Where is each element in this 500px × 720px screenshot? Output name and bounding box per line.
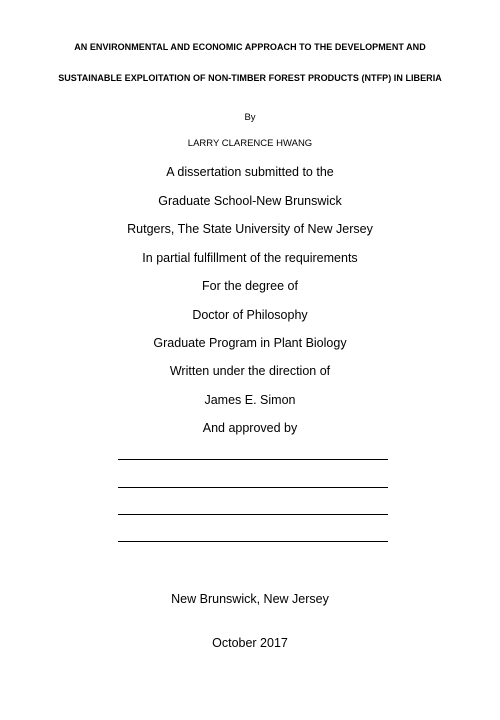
signature-line [118, 541, 388, 542]
statement-line: For the degree of [202, 279, 298, 293]
signature-line [118, 487, 388, 488]
program-name: Graduate Program in Plant Biology [153, 336, 347, 350]
signature-line [118, 459, 388, 460]
date: October 2017 [212, 636, 288, 650]
degree-name: Doctor of Philosophy [192, 308, 308, 322]
advisor-name: James E. Simon [204, 393, 296, 407]
by-label: By [244, 112, 256, 123]
statement-line: And approved by [202, 421, 298, 435]
statement-line: In partial fulfillment of the requirements [142, 251, 358, 265]
author-name: LARRY CLARENCE HWANG [187, 138, 313, 149]
statement-line: A dissertation submitted to the [166, 165, 334, 179]
statement-line: Graduate School-New Brunswick [158, 194, 342, 208]
statement-line: Rutgers, The State University of New Jersey [127, 222, 373, 236]
location: New Brunswick, New Jersey [171, 592, 329, 606]
title-line-1: AN ENVIRONMENTAL AND ECONOMIC APPROACH TO THE DEVELOPMENT AND [74, 42, 426, 52]
signature-line [118, 514, 388, 515]
title-line-2: SUSTAINABLE EXPLOITATION OF NON-TIMBER FOREST PRODUCTS (NTFP) IN LIBERIA [58, 73, 442, 83]
statement-line: Written under the direction of [169, 364, 331, 378]
